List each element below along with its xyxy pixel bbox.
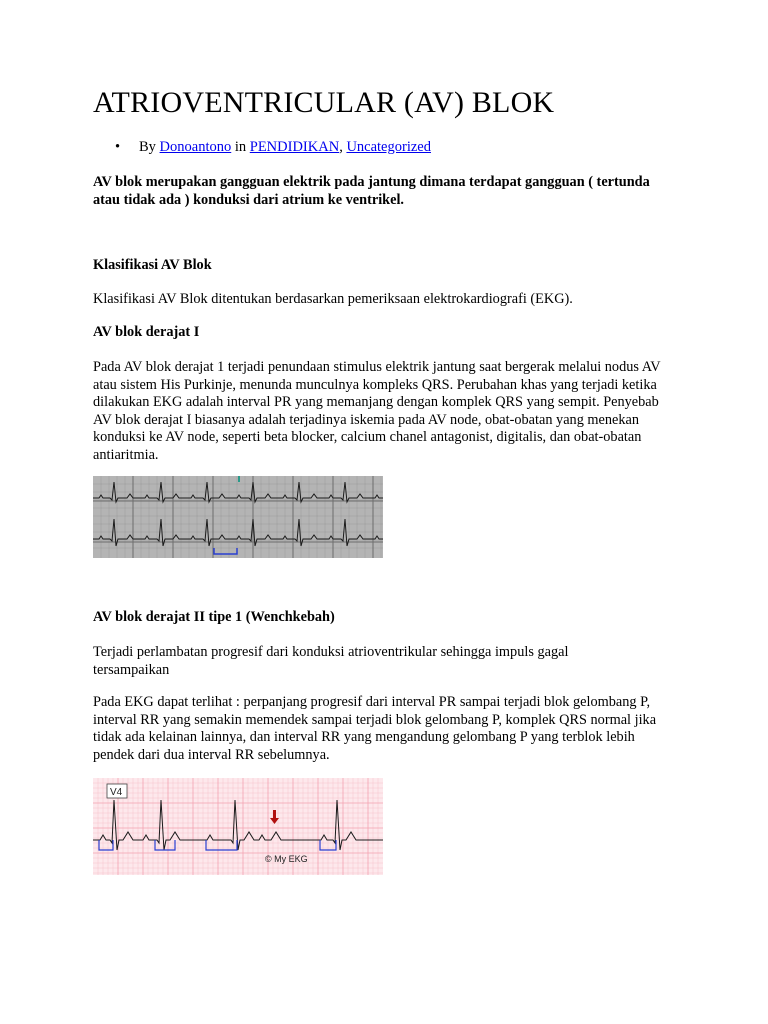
page-title: ATRIOVENTRICULAR (AV) BLOK: [93, 86, 555, 119]
ekg-watermark: © My EKG: [265, 854, 308, 864]
author-link[interactable]: Donoantono: [159, 139, 232, 155]
heading-derajat-2-tipe-1: AV blok derajat II tipe 1 (Wenchkebah): [93, 609, 335, 625]
category-link-uncategorized[interactable]: Uncategorized: [346, 139, 431, 155]
paragraph-derajat-1: Pada AV blok derajat 1 terjadi penundaan stimulus elektrik jantung saat bergerak melalui nodus AV atau sistem His Purkinje, menunda munculnya kompleks QRS. Perubahan khas yang terjadi ketika dilakukan EKG adalah interval PR yang memanjang dengan komplek QRS yang sempit. Penyebab AV blok derajat I biasanya adalah terjadinya iskemia pada AV node, obat-obatan yang menekan konduksi ke AV node, seperti beta blocker, calcium chanel antagonist, digitalis, dan obat-obatan antiaritmia.: [93, 359, 661, 463]
byline-in: in: [234, 139, 247, 155]
byline-prefix: By: [139, 139, 156, 155]
ekg-lead-label: V4: [110, 787, 123, 798]
heading-klasifikasi: Klasifikasi AV Blok: [93, 257, 212, 273]
byline-separator: ,: [339, 139, 343, 155]
intro-paragraph: AV blok merupakan gangguan elektrik pada jantung dimana terdapat gangguan ( tertunda atau tidak ada ) konduksi dari atrium ke ventrikel.: [93, 174, 650, 208]
ekg-image-first-degree: [93, 476, 383, 558]
category-link-pendidikan[interactable]: PENDIDIKAN: [249, 139, 340, 155]
paragraph-klasifikasi: Klasifikasi AV Blok ditentukan berdasarkan pemeriksaan elektrokardiografi (EKG).: [93, 291, 573, 307]
paragraph-derajat-2-ekg: Pada EKG dapat terlihat : perpanjang progresif dari interval PR sampai terjadi blok gelombang P, interval RR yang semakin memendek sampai terjadi blok gelombang P, komplek QRS normal jika tidak ada kelainan lainnya, dan interval RR yang mengandung gelombang P yang terblok lebih pendek dari dua interval RR sebelumnya.: [93, 694, 657, 763]
paragraph-derajat-2-intro: Terjadi perlambatan progresif dari konduksi atrioventrikular sehingga impuls gagal tersampaikan: [93, 644, 569, 678]
ekg-image-wenckebach: [93, 778, 383, 875]
bullet-icon: •: [115, 139, 121, 155]
heading-derajat-1: AV blok derajat I: [93, 324, 200, 340]
